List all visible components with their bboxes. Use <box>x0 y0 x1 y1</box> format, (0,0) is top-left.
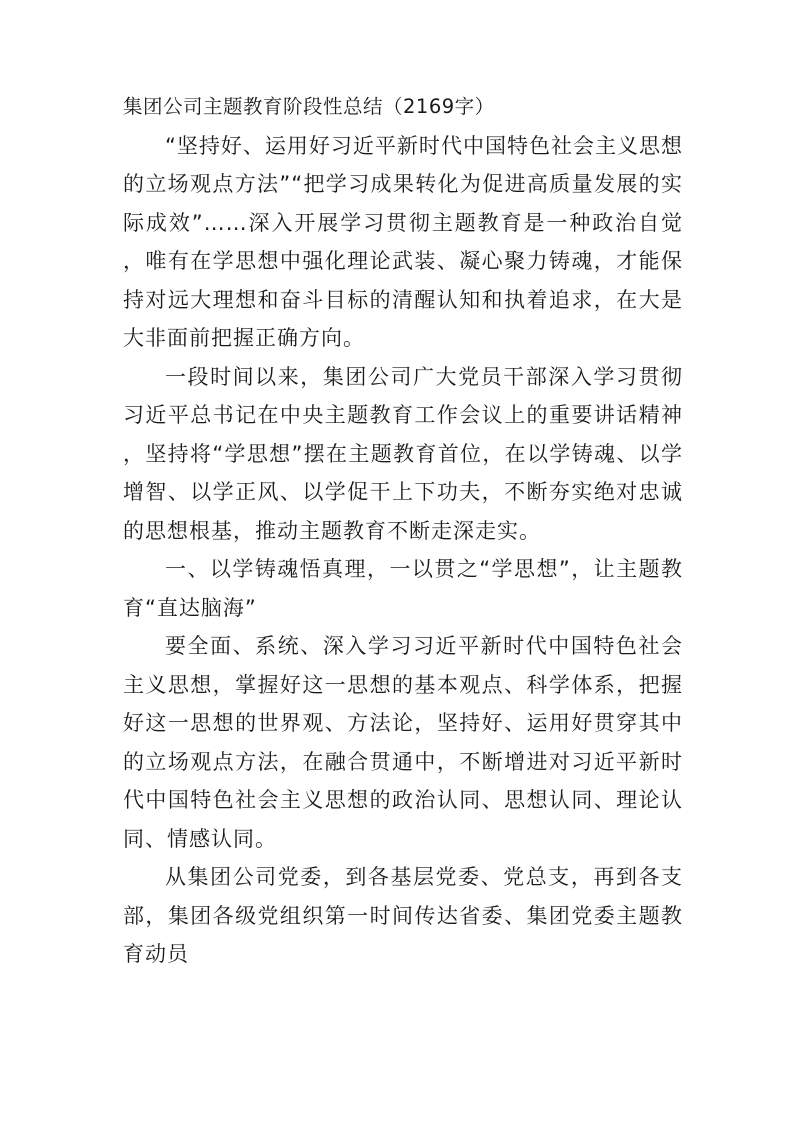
section-heading-1: 一、以学铸魂悟真理，一以贯之“学思想”，让主题教育“直达脑海” <box>123 557 683 620</box>
document-title: 集团公司主题教育阶段性总结（2169字） <box>123 95 495 118</box>
document-body <box>123 88 683 974</box>
paragraph-party-organizations: 从集团公司党委，到各基层党委、党总支，再到各支部，集团各级党组织第一时间传达省委、集团党委主题教育动员 <box>123 865 683 966</box>
paragraph-overview: 一段时间以来，集团公司广大党员干部深入学习贯彻习近平总书记在中央主题教育工作会议上的重要讲话精神，坚持将“学思想”摆在主题教育首位，在以学铸魂、以学增智、以学正风、以学促干上下功夫，不断夯实绝对忠诚的思想根基，推动主题教育不断走深走实。 <box>123 364 683 543</box>
paragraph-intro: “坚持好、运用好习近平新时代中国特色社会主义思想的立场观点方法”“把学习成果转化为促进高质量发展的实际成效”……深入开展学习贯彻主题教育是一种政治自觉，唯有在学思想中强化理论武装、凝心聚力铸魂，才能保持对远大理想和奋斗目标的清醒认知和执着追求，在大是大非面前把握正确方向。 <box>123 133 683 350</box>
paragraph-study-requirement: 要全面、系统、深入学习习近平新时代中国特色社会主义思想，掌握好这一思想的基本观点、科学体系，把握好这一思想的世界观、方法论，坚持好、运用好贯穿其中的立场观点方法，在融合贯通中，不断增进对习近平新时代中国特色社会主义思想的政治认同、思想认同、理论认同、情感认同。 <box>123 634 683 851</box>
